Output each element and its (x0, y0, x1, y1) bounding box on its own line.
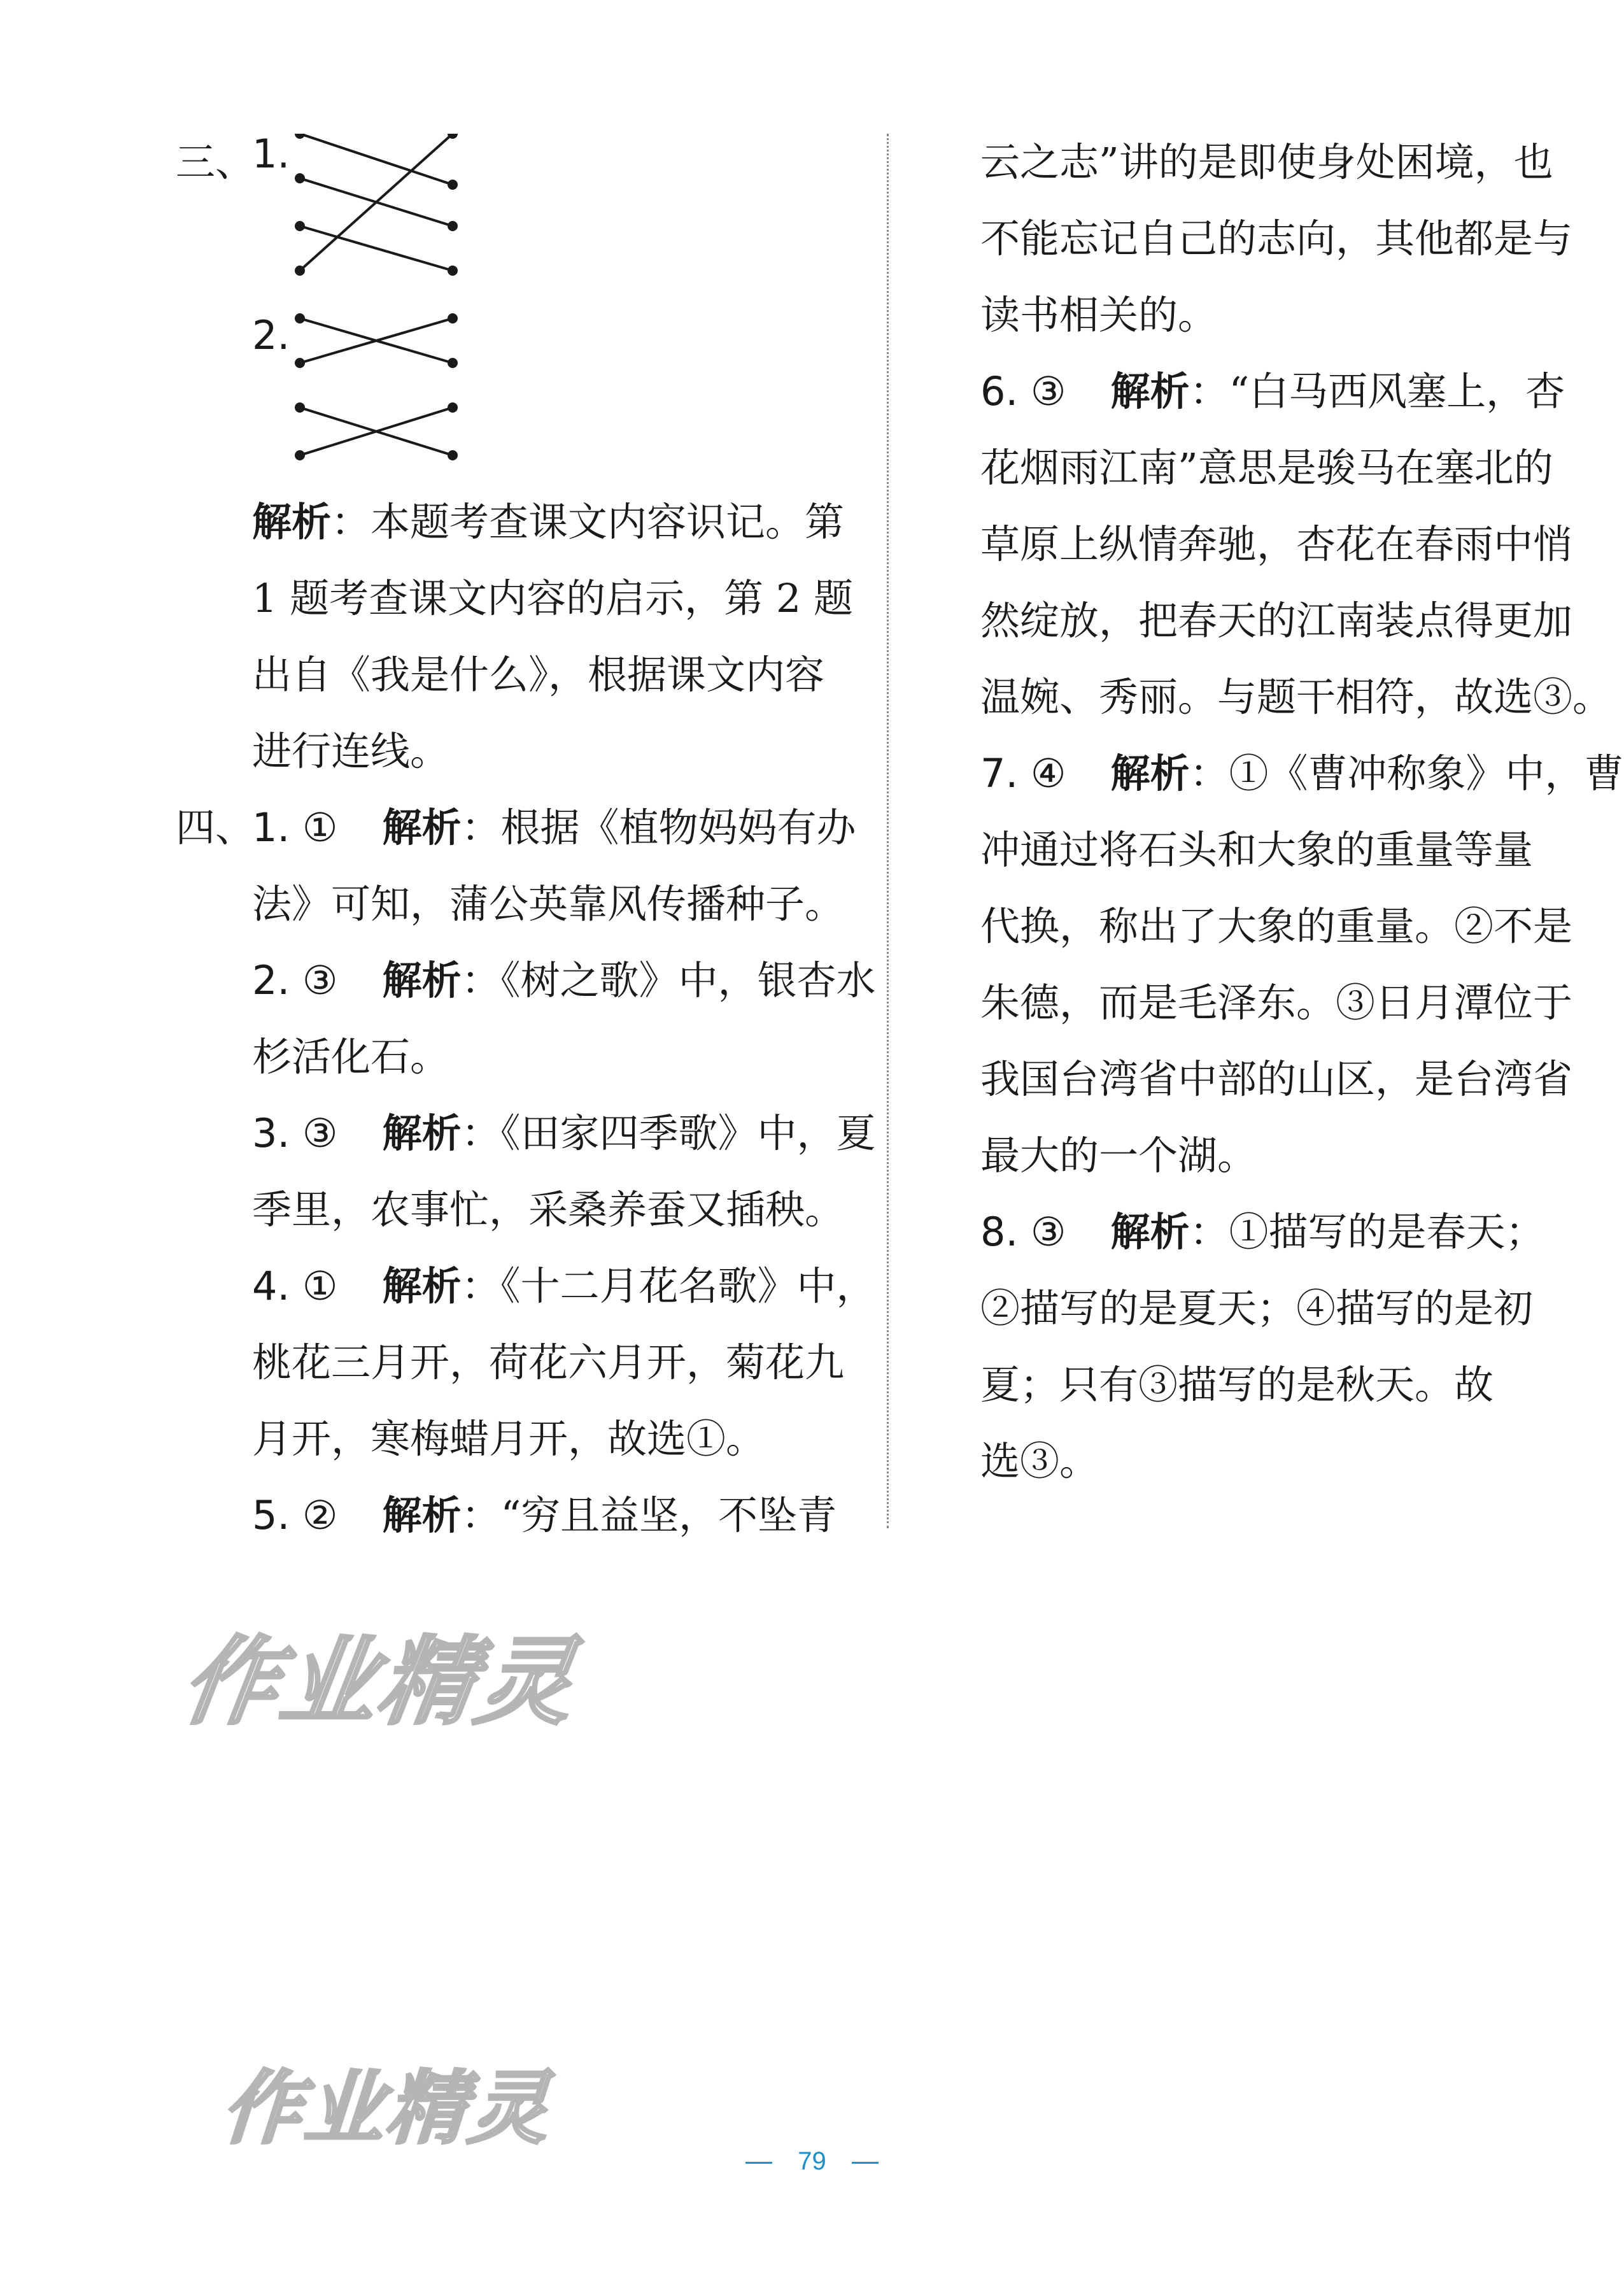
watermark-logo-2: 作业精灵 (219, 2062, 554, 2155)
s3-analysis-line-1: 解析：本题考查课文内容识记。第 (252, 499, 845, 545)
s4-item-8-line-2: ②描写的是夏天；④描写的是初 (980, 1285, 1534, 1331)
s4-item-5-cont-line-3: 读书相关的。 (980, 292, 1218, 338)
s4-item-5-cont-line-2: 不能忘记自己的志向，其他都是与 (980, 215, 1573, 262)
section-4-label: 四、 (176, 804, 255, 851)
s4-item-3: 3. ③ 解析：《田家四季歌》中，夏 (252, 1110, 876, 1156)
s4-item-8-line-4: 选③。 (980, 1438, 1099, 1484)
s4-item-6-line-3: 草原上纵情奔驰，杏花在春雨中悄 (980, 521, 1573, 567)
section-3-label: 三、 (176, 139, 255, 185)
s4-item-5-cont-line-1: 云之志”讲的是即使身处困境，也 (980, 139, 1553, 185)
match-line (300, 134, 453, 271)
match-dot (296, 451, 304, 459)
s4-item-1: 1. ① 解析：根据《植物妈妈有办 (252, 804, 856, 851)
s3-q2-number: 2. (252, 312, 290, 359)
match-dot (449, 451, 456, 459)
s3-analysis-line-2: 1 题考查课文内容的启示，第 2 题 (252, 575, 854, 621)
s4-item-8-line-3: 夏；只有③描写的是秋天。故 (980, 1361, 1494, 1408)
s4-item-6: 6. ③ 解析：“白马西风塞上，杏 (980, 368, 1565, 415)
match-dot (296, 359, 304, 367)
matching-diagram (287, 134, 644, 490)
match-dot (296, 222, 304, 230)
match-dot (296, 134, 304, 138)
s4-item-3-line-2: 季里，农事忙，采桑养蚕又插秧。 (252, 1186, 845, 1233)
s4-item-5: 5. ② 解析：“穷且益坚，不坠青 (252, 1492, 837, 1538)
match-dot (296, 315, 304, 322)
match-dot (449, 181, 456, 188)
match-dot (296, 174, 304, 182)
match-dot (449, 404, 456, 411)
match-dot (296, 267, 304, 274)
s4-item-6-line-4: 然绽放，把春天的江南装点得更加 (980, 597, 1573, 644)
s4-item-7-line-5: 我国台湾省中部的山区，是台湾省 (980, 1056, 1573, 1102)
s3-analysis-line-4: 进行连线。 (252, 728, 450, 774)
s4-item-7-line-2: 冲通过将石头和大象的重量等量 (980, 827, 1534, 873)
column-divider (887, 134, 889, 1528)
s4-item-2-line-2: 杉活化石。 (252, 1033, 450, 1080)
page-number: 79 (798, 2147, 826, 2175)
s3-q1-number: 1. (252, 131, 290, 177)
s4-item-6-line-5: 温婉、秀丽。与题干相符，故选③。 (980, 674, 1613, 720)
footer-dash-left (745, 2162, 772, 2164)
match-line (300, 226, 453, 271)
match-dot (449, 315, 456, 322)
s4-item-7-line-4: 朱德，而是毛泽东。③日月潭位于 (980, 979, 1573, 1026)
s4-item-8: 8. ③ 解析：①描写的是春天； (980, 1209, 1545, 1255)
footer-dash-right (852, 2162, 879, 2164)
s4-item-7-line-3: 代换，称出了大象的重量。②不是 (980, 903, 1573, 949)
match-dot (449, 267, 456, 274)
watermark-logo: 作业精灵 (175, 1627, 584, 1738)
page-footer (0, 2147, 1624, 2176)
s4-item-4-line-2: 桃花三月开，荷花六月开，菊花九 (252, 1339, 845, 1386)
match-dot (449, 134, 456, 138)
s4-item-7: 7. ④ 解析：①《曹冲称象》中，曹 (980, 750, 1624, 797)
s4-item-6-line-2: 花烟雨江南”意思是骏马在塞北的 (980, 444, 1553, 491)
match-line (300, 134, 453, 185)
match-dot (296, 404, 304, 411)
analysis-label: 解析 (252, 499, 332, 545)
match-dot (449, 359, 456, 367)
s4-item-4-line-3: 月开，寒梅蜡月开，故选①。 (252, 1416, 766, 1462)
s4-item-1-line-2: 法》可知，蒲公英靠风传播种子。 (252, 881, 845, 927)
s4-item-2: 2. ③ 解析：《树之歌》中，银杏水 (252, 957, 876, 1004)
s4-item-7-line-6: 最大的一个湖。 (980, 1132, 1257, 1179)
match-dot (449, 222, 456, 230)
s4-item-4: 4. ① 解析：《十二月花名歌》中， (252, 1263, 876, 1309)
s3-analysis-line-3: 出自《我是什么》，根据课文内容 (252, 651, 825, 698)
